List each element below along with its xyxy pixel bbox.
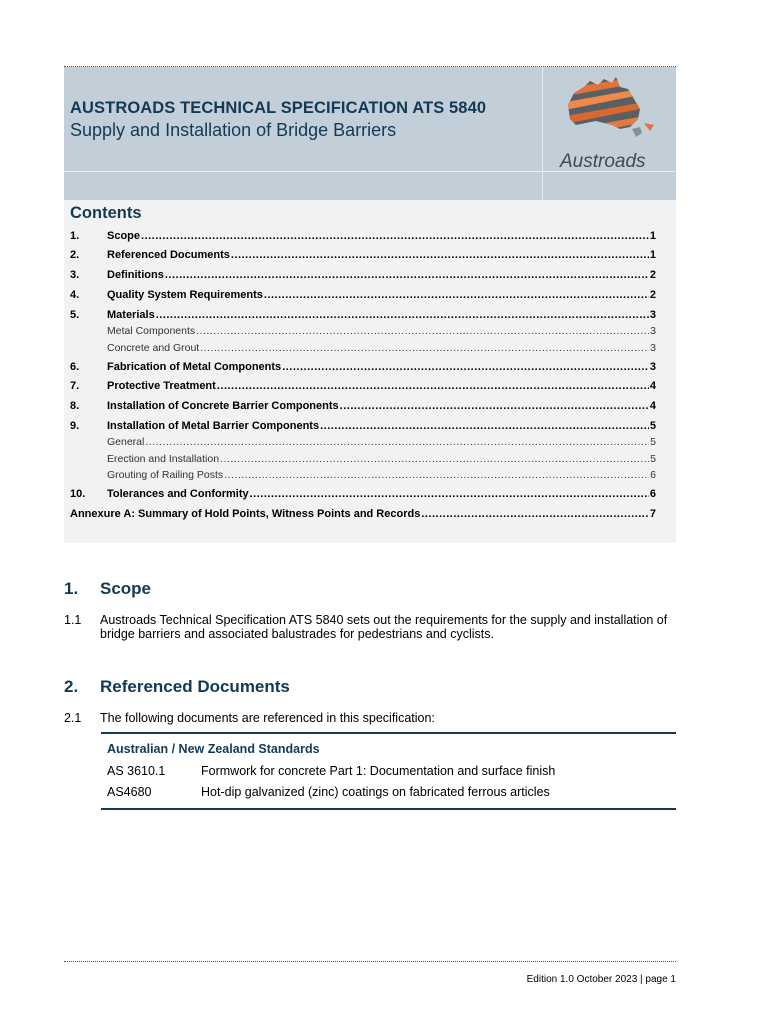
- toc-entry[interactable]: 5. Materials ..... 3: [70, 309, 656, 321]
- toc-subentry[interactable]: Metal Components ..... 3: [70, 325, 656, 337]
- toc-entry[interactable]: 3. Definitions ..... 2: [70, 269, 656, 281]
- spec-title: AUSTROADS TECHNICAL SPECIFICATION ATS 5840: [70, 99, 487, 117]
- logo-wordmark: Austroads: [560, 151, 646, 172]
- toc-entry[interactable]: 6. Fabrication of Metal Components ..... 3: [70, 361, 656, 373]
- toc-entry[interactable]: 4. Quality System Requirements ..... 2: [70, 289, 656, 301]
- section-heading-referenced-documents: 2. Referenced Documents: [64, 677, 290, 696]
- paragraph-2-1: 2.1 The following documents are referenced in this specification:: [64, 711, 435, 725]
- toc-entry[interactable]: 7. Protective Treatment ..... 4: [70, 380, 656, 392]
- spec-subtitle: Supply and Installation of Bridge Barriers: [70, 120, 397, 140]
- document-header: [64, 67, 676, 200]
- toc-subentry[interactable]: Concrete and Grout ..... 3: [70, 342, 656, 354]
- toc-subentry[interactable]: Grouting of Railing Posts ..... 6: [70, 469, 656, 481]
- toc-entry[interactable]: 2. Referenced Documents ..... 1: [70, 249, 656, 261]
- toc-entry[interactable]: 8. Installation of Concrete Barrier Components ..... 4: [70, 400, 656, 412]
- toc-entry[interactable]: 1. Scope ..... 1: [70, 230, 656, 242]
- austroads-logo: [554, 75, 672, 172]
- table-group-heading: Australian / New Zealand Standards: [107, 742, 320, 756]
- footer-rule: [64, 961, 676, 962]
- toc-entry[interactable]: 10. Tolerances and Conformity ..... 6: [70, 488, 656, 500]
- paragraph-1-1: 1.1 Austroads Technical Specification ATS 5840 sets out the requirements for the supply and installation of bridge barriers and associated balustrades for pedestrians and cyclists.: [64, 613, 668, 641]
- table-row: AS 3610.1 Formwork for concrete Part 1: Documentation and surface finish: [107, 764, 556, 778]
- referenced-standards-table: [101, 732, 676, 810]
- australia-map-icon: [560, 75, 660, 143]
- contents-heading: Contents: [70, 204, 142, 222]
- table-of-contents: [64, 200, 676, 543]
- section-heading-scope: 1. Scope: [64, 579, 152, 598]
- table-row: AS4680 Hot-dip galvanized (zinc) coatings on fabricated ferrous articles: [107, 785, 550, 799]
- page-footer: Edition 1.0 October 2023 | page 1: [526, 974, 676, 985]
- header-divider-vertical: [542, 67, 543, 200]
- toc-entry[interactable]: 9. Installation of Metal Barrier Components ..... 5: [70, 420, 656, 432]
- toc-subentry[interactable]: General ..... 5: [70, 436, 656, 448]
- toc-entry-annexure[interactable]: Annexure A: Summary of Hold Points, Witness Points and Records ..... 7: [70, 508, 656, 520]
- toc-subentry[interactable]: Erection and Installation ..... 5: [70, 453, 656, 465]
